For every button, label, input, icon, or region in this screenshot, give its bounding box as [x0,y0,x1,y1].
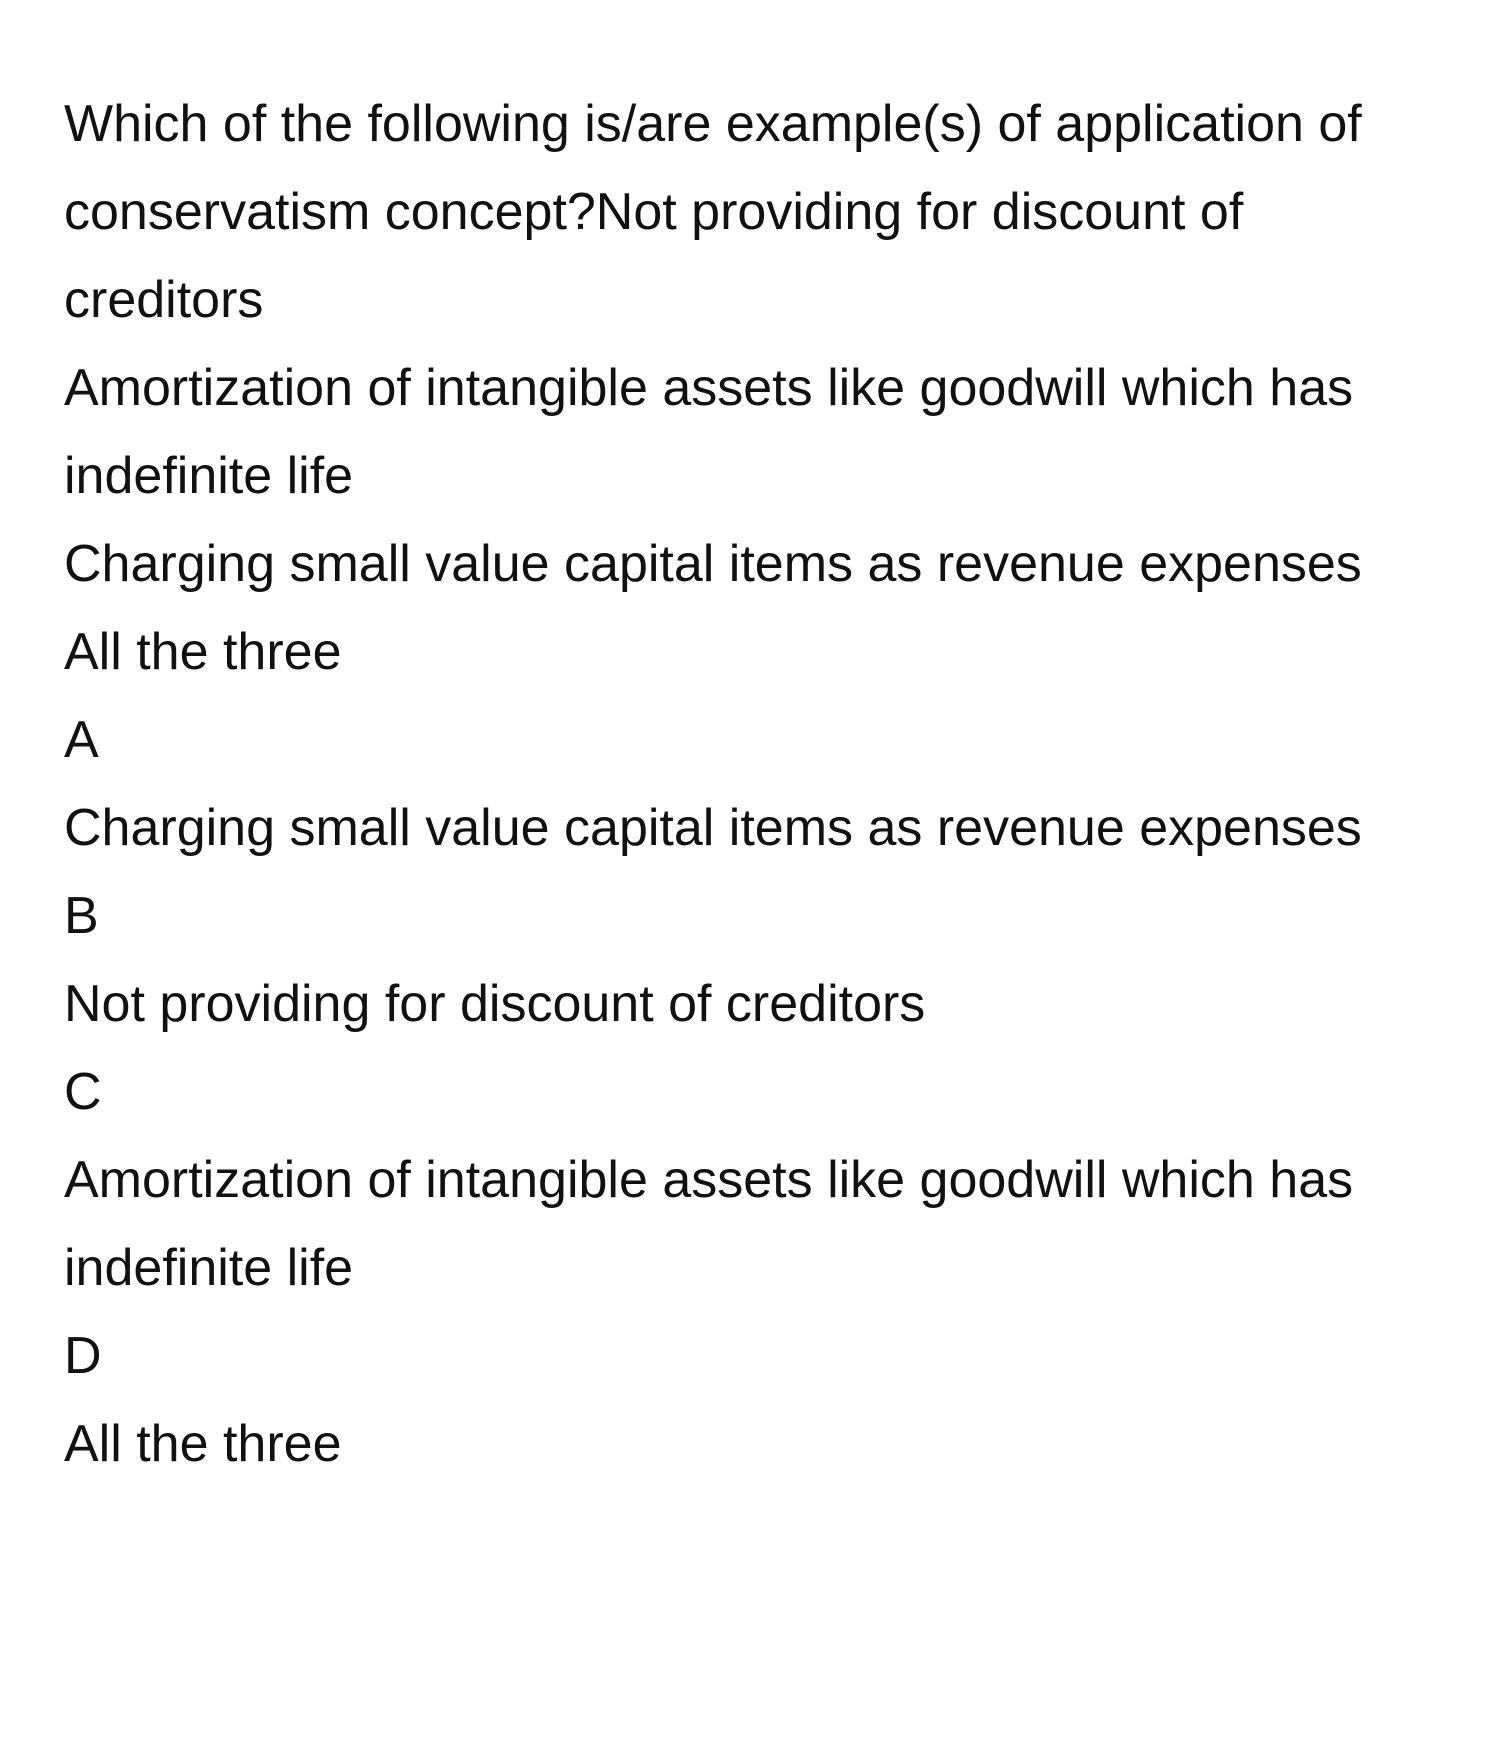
option-text: Not providing for discount of creditors [64,975,926,1033]
options-list [64,696,1436,1488]
option-text: All the three [64,1415,342,1473]
question-stem: Which of the following is/are example(s) of application of conservatism concept?Not providing for discount of creditors [64,95,1377,329]
option-letter: C [64,1063,102,1121]
question-block [64,80,1436,696]
option-text: Amortization of intangible assets like goodwill which has indefinite life [64,1151,1354,1297]
option-letter: D [64,1327,102,1385]
question-statement-2: Charging small value capital items as revenue expenses [64,535,1362,593]
option-b[interactable] [64,872,1436,1048]
question-statement-3: All the three [64,623,342,681]
question-statement-1: Amortization of intangible assets like goodwill which has indefinite life [64,359,1368,505]
option-d[interactable] [64,1312,1436,1488]
option-letter: B [64,887,99,945]
option-letter: A [64,711,99,769]
option-a[interactable] [64,696,1436,872]
option-c[interactable] [64,1048,1436,1312]
option-text: Charging small value capital items as revenue expenses [64,799,1362,857]
